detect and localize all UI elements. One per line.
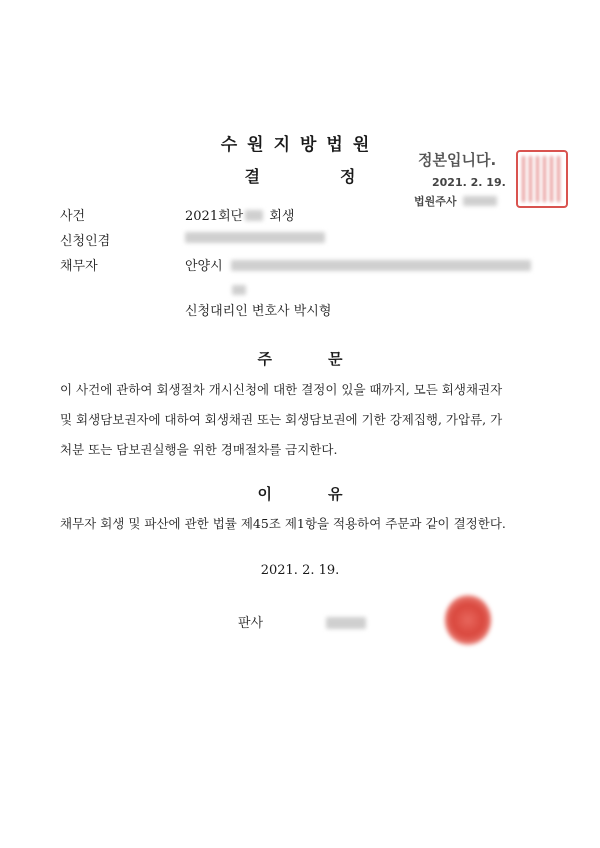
redacted-clerk-name — [463, 196, 497, 206]
applicant-value — [185, 232, 325, 247]
debtor-label: 채무자 — [60, 259, 98, 274]
certified-copy-label: 정본입니다. — [418, 151, 497, 169]
redacted-address-line1 — [231, 260, 531, 271]
redacted-address-line2 — [232, 285, 246, 295]
order-line-3: 처분 또는 담보권실행을 위한 경매절차를 금지한다. — [60, 442, 338, 457]
certification-clerk — [414, 193, 497, 209]
debtor-address: 안양시 — [185, 255, 545, 274]
document-type: 결정 — [244, 167, 436, 186]
debtor-address-line2 — [232, 280, 246, 299]
applicant-label: 신청인겸 — [60, 234, 111, 249]
clerk-title: 법원주사 — [414, 195, 457, 208]
judge-label: 판사 — [238, 616, 264, 631]
order-text — [60, 375, 560, 465]
certification-date: 2021. 2. 19. — [432, 176, 506, 189]
court-seal-stamp — [516, 150, 568, 208]
court-name: 수원지방법원 — [220, 135, 380, 155]
case-label: 사건 — [60, 209, 86, 224]
redacted-case-number — [245, 210, 263, 221]
agent-line: 신청대리인 변호사 박시형 — [185, 304, 332, 319]
redacted-judge-name — [326, 614, 366, 626]
reason-heading: 이유 — [257, 485, 399, 503]
order-heading: 주문 — [257, 350, 399, 368]
judge-seal-stamp — [445, 595, 491, 645]
order-line-1: 이 사건에 관하여 회생절차 개시신청에 대한 결정이 있을 때까지, 모든 회생채권자 — [60, 382, 503, 397]
order-line-2: 및 회생담보권자에 대하여 회생채권 또는 회생담보권에 기한 강제집행, 가압류, 가 — [60, 412, 503, 427]
case-number: 2021회단 회생 — [185, 209, 295, 224]
reason-text: 채무자 회생 및 파산에 관한 법률 제45조 제1항을 적용하여 주문과 같이 결정한다. — [60, 516, 506, 531]
redacted-applicant — [185, 232, 325, 243]
decision-date: 2021. 2. 19. — [260, 563, 340, 578]
